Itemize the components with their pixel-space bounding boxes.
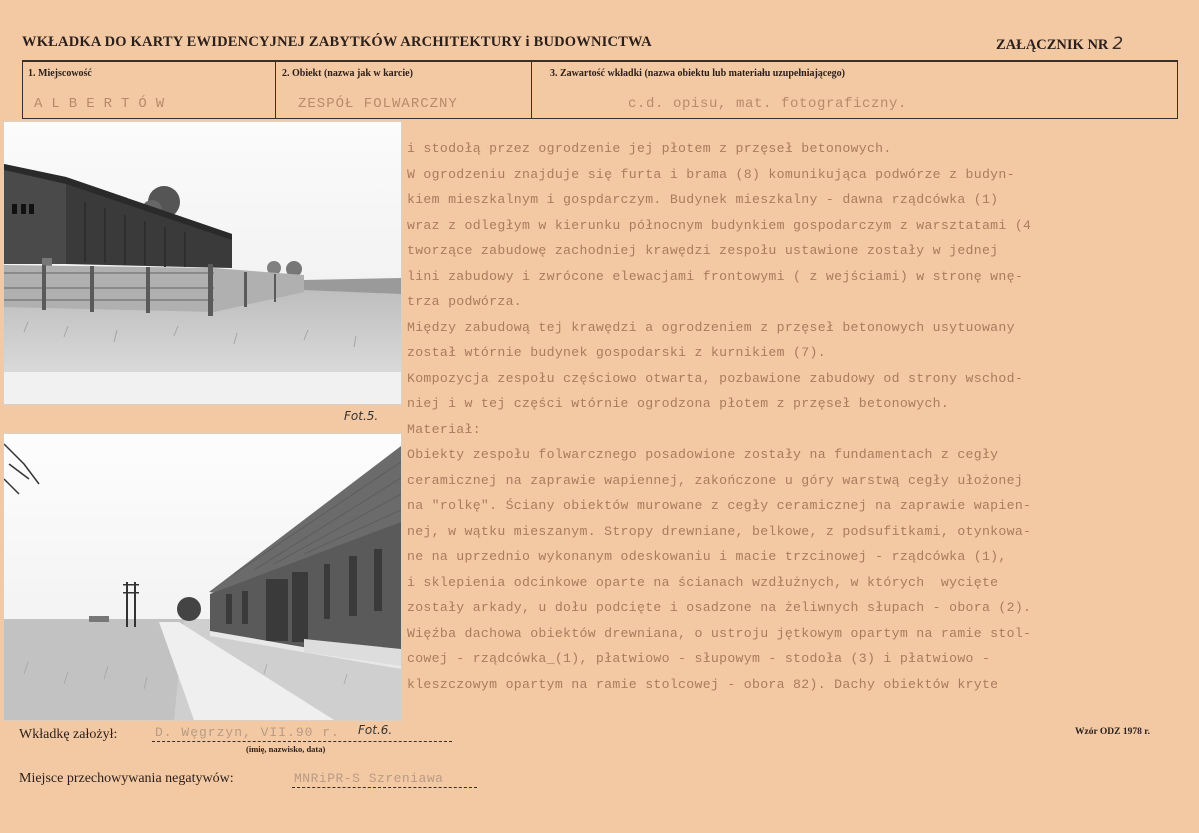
description-line: i stodołą przez ogrodzenie jej płotem z przęseł betonowych.: [407, 141, 892, 156]
author-caption: (imię, nazwisko, data): [246, 744, 326, 754]
contents-label: 3. Zawartość wkładki (nazwa obiektu lub materiału uzupełniającego): [550, 68, 846, 79]
description-line: Obiekty zespołu folwarcznego posadowione zostały na fundamentach z cegły: [407, 447, 999, 462]
header-rule: [22, 60, 1178, 62]
description-line: wraz z odległym w kierunku północnym budynkiem gospodarczym z warsztatami (4: [407, 217, 1032, 233]
annex-heading: [996, 34, 1123, 54]
photo2-label: Fot.6.: [358, 723, 393, 737]
description-line: Kompozycja zespołu częściowo otwarta, pozbawione zabudowy od strony wschod-: [407, 370, 1024, 386]
description-line: Materiał:: [407, 421, 481, 437]
form-version: Wzór ODZ 1978 r.: [1075, 727, 1150, 737]
description-line: kiem mieszkalnym i gospdarczym. Budynek mieszkalny - dawna rządcówka (1): [407, 192, 999, 207]
author-underline: [152, 741, 452, 742]
storage-label: Miejsce przechowywania negatywów:: [19, 771, 234, 786]
description-line: kleszczowym opartym na ramie stolcowej - obora 82). Dachy obiektów kryte: [407, 676, 999, 692]
field-right-border: [1177, 61, 1178, 118]
storage-underline: [292, 787, 477, 788]
photo-barn-fence: [3, 121, 402, 405]
photo-barn-fence-image: [4, 122, 401, 404]
description-line: został wtórnie budynek gospodarski z kurnikiem (7).: [407, 345, 826, 360]
description-line: trza podwórza.: [407, 294, 522, 309]
contents-value: c.d. opisu, mat. fotograficzny.: [628, 96, 908, 112]
description-line: ne na uprzednio wykonanym odeskowaniu i macie trzcinowej - rządcówka (1),: [407, 549, 1007, 564]
field-divider-2: [531, 61, 532, 118]
description-line: nej, w wątku mieszanym. Stropy drewniane, belkowe, z podsufitkami, otynkowa-: [407, 523, 1032, 539]
description-line: na "rolkę". Ściany obiektów murowane z cegły ceramicznej na zaprawie wapien-: [407, 498, 1032, 513]
field-left-border: [22, 61, 23, 118]
photo-cowshed-road-image: [4, 434, 401, 720]
description-line: niej i w tej części wtórnie ogrodzona płotem z przęseł betonowych.: [407, 396, 950, 411]
storage-value: MNRiPR-S Szreniawa: [294, 771, 444, 786]
photo-cowshed-road: [3, 433, 402, 721]
description-line: zostały arkady, u dołu podcięte i osadzone na żeliwnych słupach - obora (2).: [407, 600, 1032, 615]
locality-label: 1. Miejscowość: [28, 68, 92, 79]
object-label: 2. Obiekt (nazwa jak w karcie): [282, 68, 413, 79]
annex-number: 2: [1112, 34, 1124, 54]
description-line: Więźba dachowa obiektów drewniana, o ustroju jętkowym opartym na ramie stol-: [407, 625, 1032, 641]
description-line: W ogrodzeniu znajduje się furta i brama (8) komunikująca podwórze z budyn-: [407, 166, 1015, 182]
description-line: lini zabudowy i zwrócone elewacjami frontowymi ( z wejściami) w stronę wnę-: [407, 268, 1024, 284]
field-divider-1: [275, 61, 276, 118]
annex-label: ZAŁĄCZNIK NR: [996, 37, 1109, 53]
description-line: i sklepienia odcinkowe oparte na ścianach wzdłużnych, w których wycięte: [407, 574, 999, 590]
description-line: Między zabudową tej krawędzi a ogrodzeniem z przęseł betonowych usytuowany: [407, 319, 1015, 335]
locality-value: ALBERTÓW: [34, 96, 174, 112]
author-value: D. Węgrzyn, VII.90 r.: [155, 725, 340, 740]
object-value: ZESPÓŁ FOLWARCZNY: [298, 96, 458, 112]
photo1-label: Fot.5.: [344, 409, 379, 423]
card-title: WKŁADKA DO KARTY EWIDENCYJNEJ ZABYTKÓW ARCHITEKTURY i BUDOWNICTWA: [22, 34, 652, 50]
description-line: tworzące zabudowę zachodniej krawędzi zespołu ustawione zostały w jednej: [407, 243, 999, 258]
description-text: [407, 136, 1031, 697]
fields-bottom-rule: [22, 118, 1178, 119]
author-label: Wkładkę założył:: [19, 727, 118, 742]
description-line: ceramicznej na zaprawie wapiennej, zakończone u góry warstwą cegły ułożonej: [407, 472, 1024, 488]
description-line: cowej - rządcówka_(1), płatwiowo - słupowym - stodoła (3) i płatwiowo -: [407, 651, 991, 666]
